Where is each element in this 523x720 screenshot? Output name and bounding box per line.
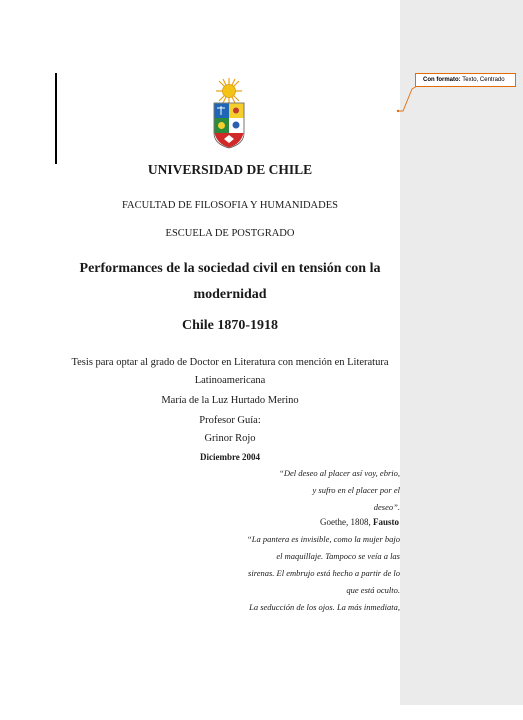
epigraph2-line5: La seducción de los ojos. La más inmediata, xyxy=(249,602,400,612)
epigraph2-line2: el maquillaje. Tampoco se veía a las xyxy=(276,551,400,561)
epigraph1-line2: y sufro en el placer por el xyxy=(312,485,400,495)
change-bar xyxy=(55,73,57,164)
university-name: UNIVERSIDAD DE CHILE xyxy=(147,162,313,177)
thesis-subtitle: Chile 1870-1918 xyxy=(181,318,279,333)
epigraph1-line3: deseo”. xyxy=(373,502,400,512)
comment-label: Con formato: xyxy=(423,77,461,83)
comment-value: Texto, Centrado xyxy=(462,77,505,83)
epigraph1-citation xyxy=(320,517,399,527)
thesis-title xyxy=(0,256,460,308)
epigraph2-line3: sirenas. El embrujo está hecho a partir de lo xyxy=(248,568,400,578)
bottom-gutter xyxy=(400,705,523,720)
epigraph1-line1: “Del deseo al placer así voy, ebrio, xyxy=(279,468,400,478)
thesis-title-line2: modernidad xyxy=(193,287,267,302)
thesis-date: Diciembre 2004 xyxy=(199,452,261,462)
school-name: ESCUELA DE POSTGRADO xyxy=(165,228,295,239)
comment-margin-panel xyxy=(400,0,523,705)
thesis-title-line1: Performances de la sociedad civil en tensión con la xyxy=(79,261,381,276)
university-crest-icon xyxy=(211,77,247,150)
epigraph1-work: Fausto xyxy=(372,517,399,527)
faculty-name: FACULTAD DE FILOSOFIA Y HUMANIDADES xyxy=(122,200,338,211)
degree-line2: Latinoamericana xyxy=(194,375,266,386)
format-comment-balloon[interactable] xyxy=(415,73,516,87)
author-name: María de la Luz Hurtado Merino xyxy=(161,395,299,406)
advisor-label: Profesor Guía: xyxy=(199,415,261,426)
degree-line1: Tesis para optar al grado de Doctor en Literatura con mención en Literatura xyxy=(71,357,389,368)
advisor-name: Grinor Rojo xyxy=(204,433,256,444)
epigraph2-line4: que está oculto. xyxy=(346,585,400,595)
epigraph1-source: Goethe, 1808, xyxy=(319,517,371,527)
epigraph2-line1: “La pantera es invisible, como la mujer bajo xyxy=(247,534,400,544)
